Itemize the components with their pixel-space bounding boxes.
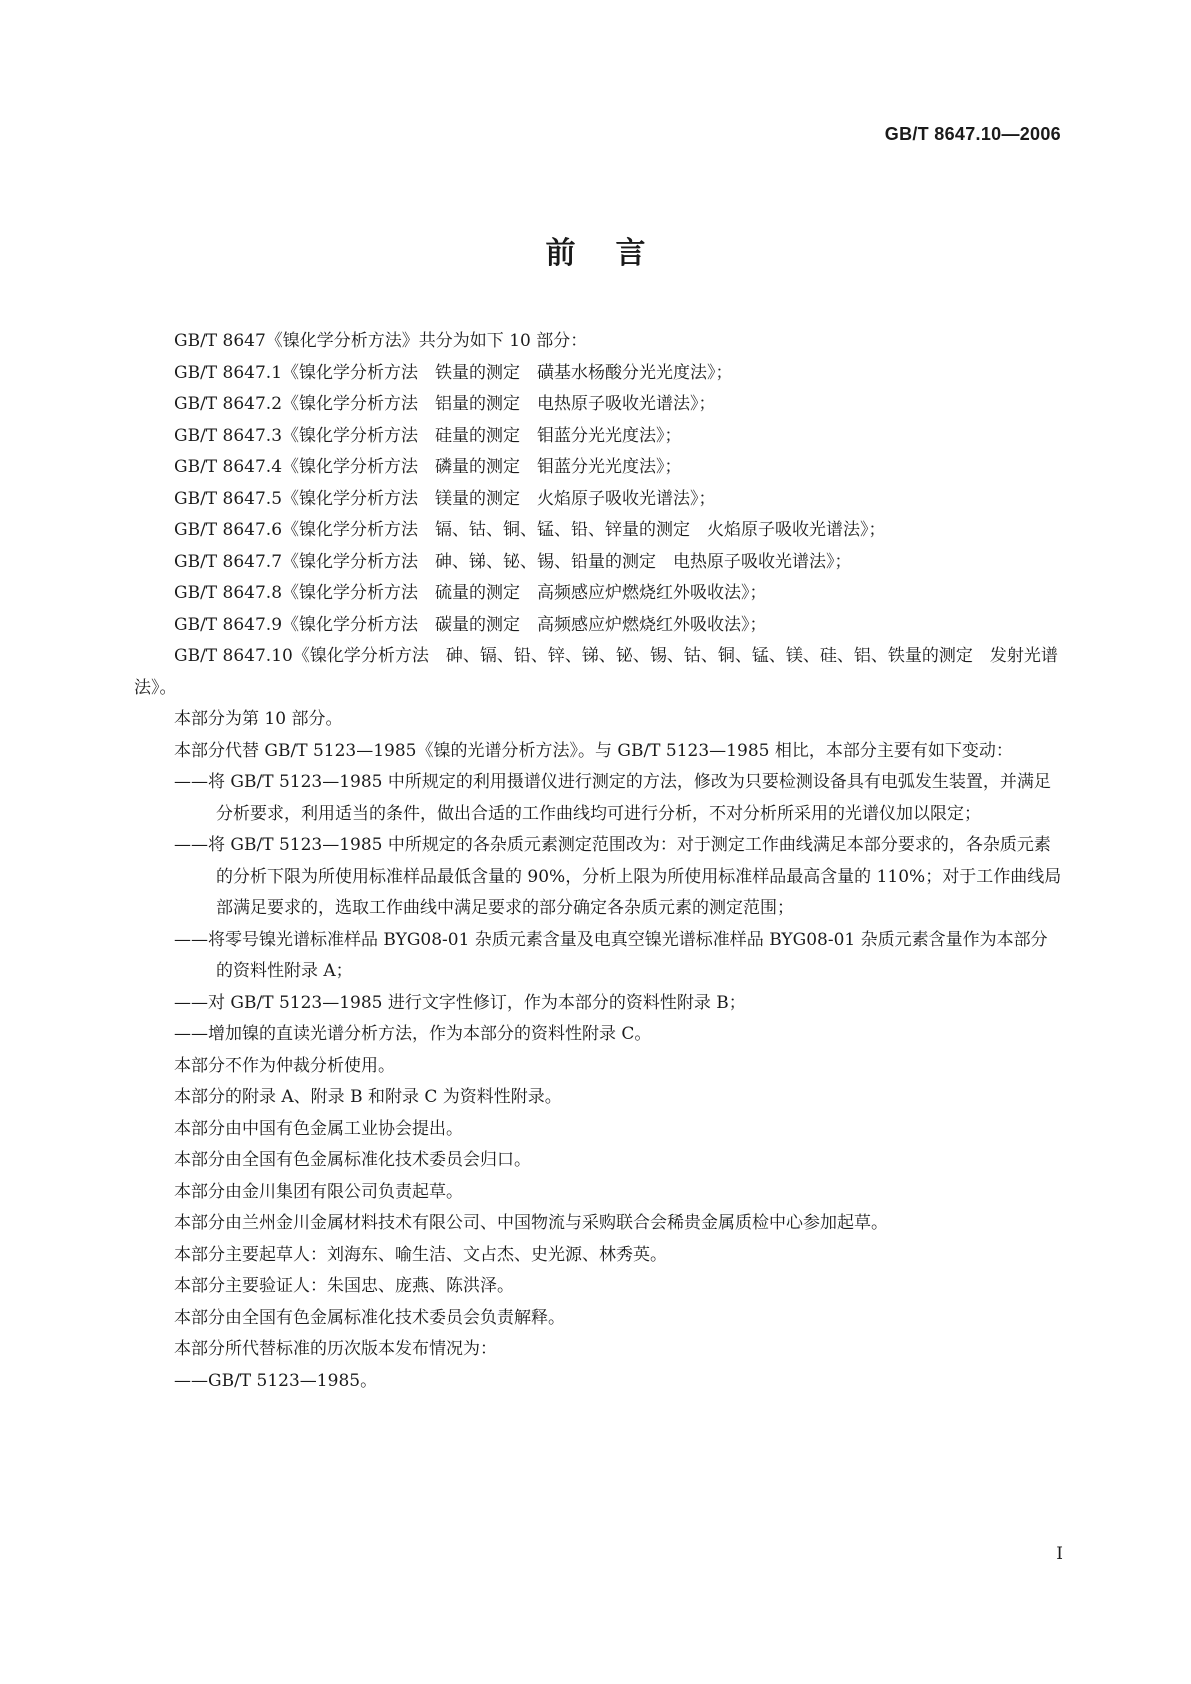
paragraph: ——GB/T 5123—1985。 <box>174 1370 378 1391</box>
list-item: ——增加镍的直读光谱分析方法，作为本部分的资料性附录 C。 <box>174 1024 652 1044</box>
list-item: ——将 GB/T 5123—1985 中所规定的利用摄谱仪进行测定的方法，修改为只要检测设备具有电弧发生装置，并满足分析要求，利用适当的条件，做出合适的工作曲线均可进行分析，不对分析所采用的光谱仪加以限定； <box>174 772 1051 824</box>
paragraph: GB/T 8647.3《镍化学分析方法 硅量的测定 钼蓝分光光度法》； <box>174 425 682 446</box>
page-number: I <box>1056 1544 1063 1564</box>
paragraph: 本部分所代替标准的历次版本发布情况为： <box>174 1339 497 1359</box>
paragraph: 本部分由中国有色金属工业协会提出。 <box>174 1118 463 1139</box>
foreword-body <box>134 326 1062 1397</box>
paragraph: 本部分由兰州金川金属材料技术有限公司、中国物流与采购联合会稀贵金属质检中心参加起草。 <box>174 1213 888 1233</box>
page-title: 前言 <box>545 236 686 271</box>
list-item: ——将 GB/T 5123—1985 中所规定的各杂质元素测定范围改为：对于测定工作曲线满足本部分要求的，各杂质元素的分析下限为所使用标准样品最低含量的 90%，分析上限为所使用标准样品最高含量的 110%；对于工作曲线局部满足要求的，选取工作曲线中满足要求的部分确定各杂质元素的测定范围； <box>174 835 1062 918</box>
paragraph: 本部分由金川集团有限公司负责起草。 <box>174 1181 463 1202</box>
standard-number: GB/T 8647.10—2006 <box>884 124 1061 144</box>
paragraph: 本部分由全国有色金属标准化技术委员会负责解释。 <box>174 1307 565 1328</box>
paragraph: GB/T 8647.8《镍化学分析方法 硫量的测定 高频感应炉燃烧红外吸收法》； <box>174 583 767 603</box>
paragraph: GB/T 8647.7《镍化学分析方法 砷、锑、铋、锡、铅量的测定 电热原子吸收光谱法》； <box>174 551 852 572</box>
list-item: ——将零号镍光谱标准样品 BYG08-01 杂质元素含量及电真空镍光谱标准样品 BYG08-01 杂质元素含量作为本部分的资料性附录 A； <box>174 929 1048 981</box>
paragraph: GB/T 8647.5《镍化学分析方法 镁量的测定 火焰原子吸收光谱法》； <box>174 488 716 509</box>
paragraph: GB/T 8647.10《镍化学分析方法 砷、镉、铅、锌、锑、铋、锡、钴、铜、锰、镁、硅、铝、铁量的测定 发射光谱法》。 <box>134 646 1058 698</box>
paragraph: 本部分不作为仲裁分析使用。 <box>174 1055 395 1076</box>
paragraph: GB/T 8647.2《镍化学分析方法 铝量的测定 电热原子吸收光谱法》； <box>174 394 716 414</box>
paragraph: 本部分的附录 A、附录 B 和附录 C 为资料性附录。 <box>174 1087 562 1107</box>
paragraph: 本部分由全国有色金属标准化技术委员会归口。 <box>174 1150 531 1170</box>
paragraph: GB/T 8647.6《镍化学分析方法 镉、钴、铜、锰、铅、锌量的测定 火焰原子吸收光谱法》； <box>174 520 886 540</box>
paragraph: GB/T 8647《镍化学分析方法》共分为如下 10 部分： <box>174 331 588 351</box>
paragraph: GB/T 8647.9《镍化学分析方法 碳量的测定 高频感应炉燃烧红外吸收法》； <box>174 614 767 635</box>
list-item: ——对 GB/T 5123—1985 进行文字性修订，作为本部分的资料性附录 B； <box>174 992 746 1013</box>
paragraph: GB/T 8647.1《镍化学分析方法 铁量的测定 磺基水杨酸分光光度法》； <box>174 362 733 383</box>
paragraph: 本部分主要起草人：刘海东、喻生洁、文占杰、史光源、林秀英。 <box>174 1244 667 1265</box>
paragraph: 本部分为第 10 部分。 <box>174 709 343 729</box>
paragraph: 本部分代替 GB/T 5123—1985《镍的光谱分析方法》。与 GB/T 5123—1985 相比，本部分主要有如下变动： <box>174 740 1013 761</box>
paragraph: 本部分主要验证人：朱国忠、庞燕、陈洪泽。 <box>174 1276 514 1296</box>
paragraph: GB/T 8647.4《镍化学分析方法 磷量的测定 钼蓝分光光度法》； <box>174 457 682 477</box>
